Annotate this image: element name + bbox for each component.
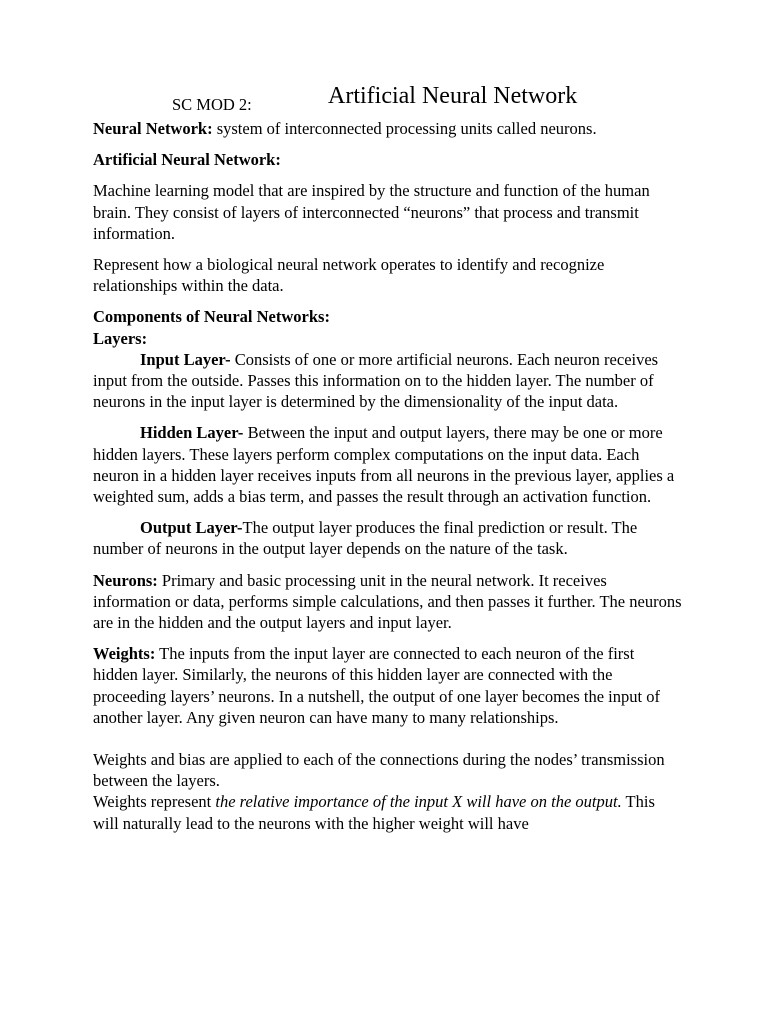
neurons-paragraph [93,570,683,634]
output-layer-term: Output Layer- [140,518,243,538]
weights-term: Weights: [93,644,156,664]
input-layer-text: Consists of one or more artificial neurons. Each neuron receives input from the outside. Passes this information on to the hidden layer. The number of neurons in the input layer is determined by the dimensionality of the input data. [93,349,659,412]
ann-paragraph-1: Machine learning model that are inspired by the structure and function of the human brain. They consist of layers of interconnected “neurons” that process and transmit information. [93,181,650,243]
weights-represent-italic: the relative importance of the input X will have on the output. [215,792,622,812]
hidden-layer-term: Hidden Layer- [140,423,244,443]
input-layer-paragraph [93,349,683,413]
hidden-layer-paragraph [93,422,683,507]
neural-network-definition [93,118,683,139]
output-layer-paragraph [93,517,683,559]
weights-paragraph [93,643,683,728]
hidden-layer-text: Between the input and output layers, there may be one or more hidden layers. These layers perform complex computations on the input data. Each neuron in a hidden layer receives inputs from all neurons in the previous layer, applies a weighted sum, adds a bias term, and passes the result through an activation function. [93,423,675,507]
document-page [93,84,683,834]
output-layer-text: The output layer produces the final prediction or result. The number of neurons in the output layer depends on the nature of the task. [93,518,638,559]
weights-text: The inputs from the input layer are connected to each neuron of the first hidden layer. Similarly, the neurons of this hidden layer are connected with the proceeding layers’ neurons. In a nutshell, the output of one layer becomes the input of another layer. Any given neuron can have many to many relationships. [93,644,660,727]
document-title: Artificial Neural Network [328,83,578,109]
neural-network-term: Neural Network: [93,119,213,138]
neurons-text: Primary and basic processing unit in the neural network. It receives information or data, performs simple calculations, and then passes it further. The neurons are in the hidden and the output layers and input layer. [93,570,682,633]
neural-network-text: system of interconnected processing units called neurons. [212,119,597,138]
weights-represent-start: Weights represent [93,792,216,812]
components-heading [93,306,683,327]
ann-heading [93,149,683,170]
ann-heading-text: Artificial Neural Network: [93,150,281,170]
course-label: SC MOD 2: [172,95,252,114]
weights-represent-end: This will naturally lead to the neurons with the higher weight will have [93,792,655,833]
weights-represent-paragraph [93,791,683,833]
ann-paragraph-2: Represent how a biological neural network operates to identify and recognize relationships within the data. [93,255,605,296]
title-row [93,84,683,118]
layers-heading-text: Layers: [93,328,148,348]
input-layer-term: Input Layer- [140,349,231,369]
components-heading-text: Components of Neural Networks: [93,307,330,327]
weights-bias-paragraph: Weights and bias are applied to each of the connections during the nodes’ transmission between the layers. [93,750,665,791]
neurons-term: Neurons: [93,570,158,590]
layers-heading [93,328,683,349]
